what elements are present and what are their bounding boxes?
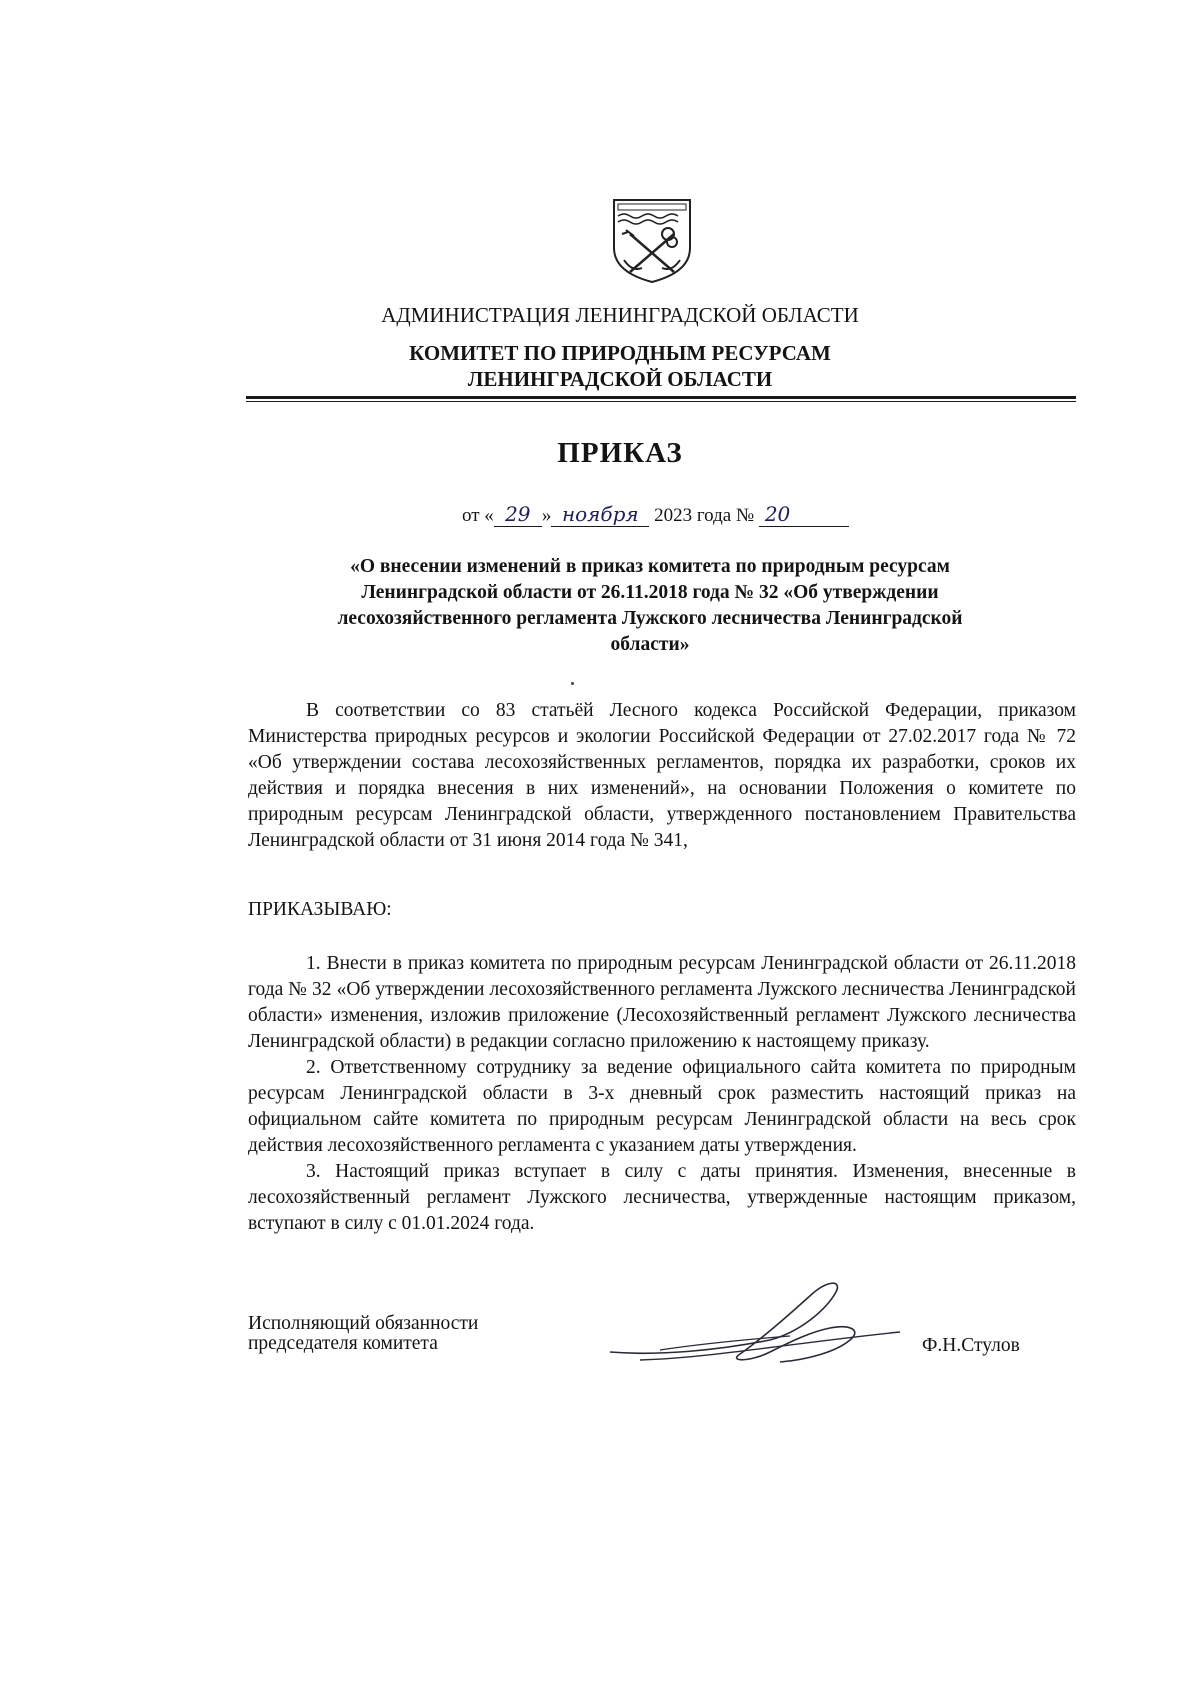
- date-year: 2023 года: [654, 505, 732, 526]
- subject-line: Ленинградской области от 26.11.2018 года № 32 «Об утверждении: [361, 582, 939, 603]
- header-divider: [246, 396, 1076, 399]
- signatory-position-line2: председателя комитета: [248, 1333, 438, 1354]
- committee-name-line1: КОМИТЕТ ПО ПРИРОДНЫМ РЕСУРСАМ: [409, 341, 831, 365]
- date-line: [462, 502, 849, 527]
- committee-name: [20, 340, 1200, 392]
- order-item: 1. Внести в приказ комитета по природным ресурсам Ленинградской области от 26.11.2018 года № 32 «Об утверждении лесохозяйственного регламента Лужского лесничества Ленинградской области» изменения, изложив приложение (Лесохозяйственный регламент Лужского лесничества Ленинградской области) в редакции согласно приложению к настоящему приказу.: [248, 953, 1076, 1052]
- order-subject: [270, 554, 1030, 658]
- preamble-text: В соответствии со 83 статьёй Лесного кодекса Российской Федерации, приказом Министерства природных ресурсов и экологии Российской Федерации от 27.02.2017 года № 72 «Об утверждении состава лесохозяйственных регламентов, порядка их разработки, сроков их действия и порядка внесения в них изменений», на основании Положения о комитете по природным ресурсам Ленинградской области, утвержденного постановлением Правительства Ленинградской области от 31 июня 2014 года № 341,: [248, 700, 1076, 851]
- signatory-name: Ф.Н.Стулов: [922, 1335, 1020, 1356]
- signatory-position: [248, 1314, 478, 1354]
- order-items: [248, 951, 1076, 1237]
- order-number: 20: [759, 502, 849, 527]
- date-mid: »: [541, 505, 552, 526]
- order-word: ПРИКАЗЫВАЮ:: [248, 899, 392, 920]
- number-sign: №: [735, 505, 755, 526]
- leningrad-oblast-coat-of-arms-icon: [610, 196, 694, 284]
- preamble-paragraph: [248, 698, 1076, 854]
- subject-line: лесохозяйственного регламента Лужского лесничества Ленинградской: [337, 608, 963, 629]
- order-item: 2. Ответственному сотруднику за ведение официального сайта комитета по природным ресурсам Ленинградской области в 3-х дневный срок разместить настоящий приказ на официальном сайте комитета по природным ресурсам Ленинградской области на весь срок действия лесохозяйственного регламента с указанием даты утверждения.: [248, 1057, 1076, 1156]
- document-title: ПРИКАЗ: [557, 437, 683, 469]
- administration-name: АДМИНИСТРАЦИЯ ЛЕНИНГРАДСКОЙ ОБЛАСТИ: [381, 303, 859, 327]
- date-day: 29: [494, 502, 542, 527]
- subject-line: «О внесении изменений в приказ комитета по природным ресурсам: [350, 556, 950, 577]
- scan-speck: [571, 682, 574, 685]
- subject-line: области»: [610, 634, 690, 655]
- order-item: 3. Настоящий приказ вступает в силу с даты принятия. Изменения, внесенные в лесохозяйственный регламент Лужского лесничества, утвержденные настоящим приказом, вступают в силу с 01.01.2024 года.: [248, 1161, 1076, 1234]
- committee-name-line2: ЛЕНИНГРАДСКОЙ ОБЛАСТИ: [467, 367, 773, 391]
- signatory-position-line1: Исполняющий обязанности: [248, 1313, 479, 1334]
- date-prefix: от «: [462, 505, 494, 526]
- header-divider-thin: [246, 401, 1076, 402]
- date-month: ноября: [551, 502, 649, 527]
- handwritten-signature-icon: [600, 1270, 920, 1380]
